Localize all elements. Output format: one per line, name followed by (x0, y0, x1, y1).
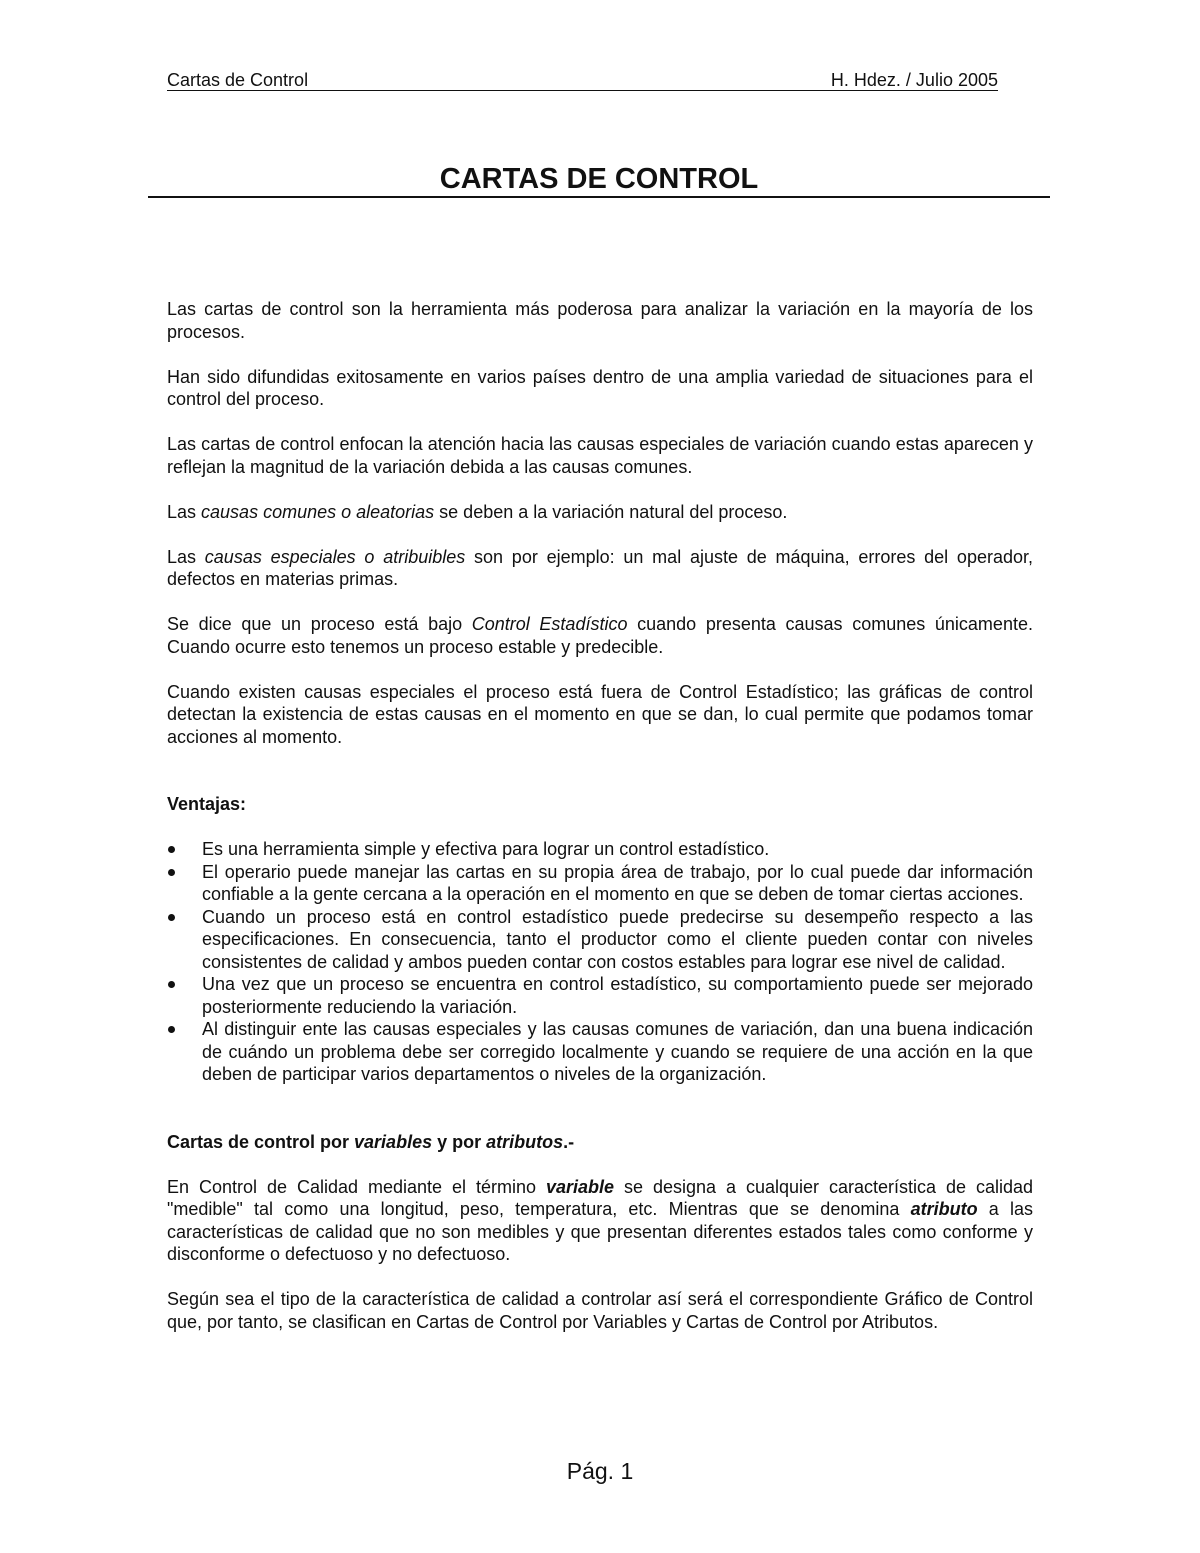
bullet-icon (168, 846, 175, 853)
header-left-text: Cartas de Control (167, 70, 309, 90)
variables-atributos-heading: Cartas de control por variables y por atributos.- (167, 1131, 575, 1152)
paragraph-special-causes: Las causas especiales o atribuibles son por ejemplo: un mal ajuste de máquina, errores del operador, defectos en materias primas. (167, 546, 1033, 589)
ventajas-list (167, 838, 1033, 1086)
term-common-causes: causas comunes o aleatorias (201, 501, 435, 522)
paragraph-variable-atributo: En Control de Calidad mediante el término variable se designa a cualquier característica de calidad "medible" tal como una longitud, peso, temperatura, etc. Mientras que se denomina atributo a las características de calidad que no son medibles y que presentan diferentes estados tales como conforme y disconforme o defectuoso y no defectuoso. (167, 1176, 1034, 1264)
document-body (167, 298, 1033, 1356)
bullet-icon (168, 914, 175, 921)
bullet-icon (168, 981, 175, 988)
running-header (167, 70, 998, 91)
paragraph-attention: Las cartas de control enfocan la atención hacia las causas especiales de variación cuando estas aparecen y reflejan la magnitud de la variación debida a las causas comunes. (167, 434, 1033, 477)
page-number: Pág. 1 (566, 1458, 634, 1484)
list-item: Al distinguir ente las causas especiales y las causas comunes de variación, dan una buena indicación de cuándo un problema debe ser corregido localmente y cuando se requiere de una acción en la que deben de participar varios departamentos o niveles de la organización. (167, 1018, 1033, 1086)
document-title: CARTAS DE CONTROL (148, 162, 1050, 198)
bullet-icon (168, 869, 175, 876)
ventajas-heading: Ventajas: (167, 794, 247, 814)
paragraph-common-causes: Las causas comunes o aleatorias se deben a la variación natural del proceso. (167, 501, 788, 522)
paragraph-statistical-control: Se dice que un proceso está bajo Control Estadístico cuando presenta causas comunes únicamente. Cuando ocurre esto tenemos un proceso estable y predecible. (167, 614, 1033, 657)
paragraph-diffusion: Han sido difundidas exitosamente en varios países dentro de una amplia variedad de situaciones para el control del proceso. (167, 366, 1033, 409)
term-special-causes: causas especiales o atribuibles (204, 546, 466, 567)
list-item: Cuando un proceso está en control estadístico puede predecirse su desempeño respecto a las especificaciones. En consecuencia, tanto el productor como el cliente pueden contar con niveles consistentes de calidad y ambos pueden contar con costos estables para lograr ese nivel de calidad. (167, 906, 1033, 974)
paragraph-classification: Según sea el tipo de la característica de calidad a controlar así será el correspondiente Gráfico de Control que, por tanto, se clasifican en Cartas de Control por Variables y Cartas de Control por Atributos. (167, 1289, 1033, 1332)
term-statistical-control: Control Estadístico (471, 614, 628, 634)
header-right-text: H. Hdez. / Julio 2005 (830, 70, 998, 90)
term-atributo: atributo (910, 1199, 978, 1219)
list-item: Una vez que un proceso se encuentra en control estadístico, su comportamiento puede ser mejorado posteriormente reduciendo la variación. (167, 973, 1033, 1018)
term-variable: variable (545, 1176, 614, 1197)
bullet-icon (168, 1026, 175, 1033)
list-item: El operario puede manejar las cartas en su propia área de trabajo, por lo cual puede dar información confiable a la gente cercana a la operación en el momento en que se deben de tomar ciertas acciones. (167, 861, 1033, 906)
list-item: Es una herramienta simple y efectiva para lograr un control estadístico. (167, 838, 1033, 861)
paragraph-out-of-control: Cuando existen causas especiales el proceso está fuera de Control Estadístico; las gráficas de control detectan la existencia de estas causas en el momento en que se dan, lo cual permite que podamos tomar acciones al momento. (167, 681, 1033, 747)
paragraph-intro: Las cartas de control son la herramienta más poderosa para analizar la variación en la mayoría de los procesos. (167, 299, 1033, 342)
